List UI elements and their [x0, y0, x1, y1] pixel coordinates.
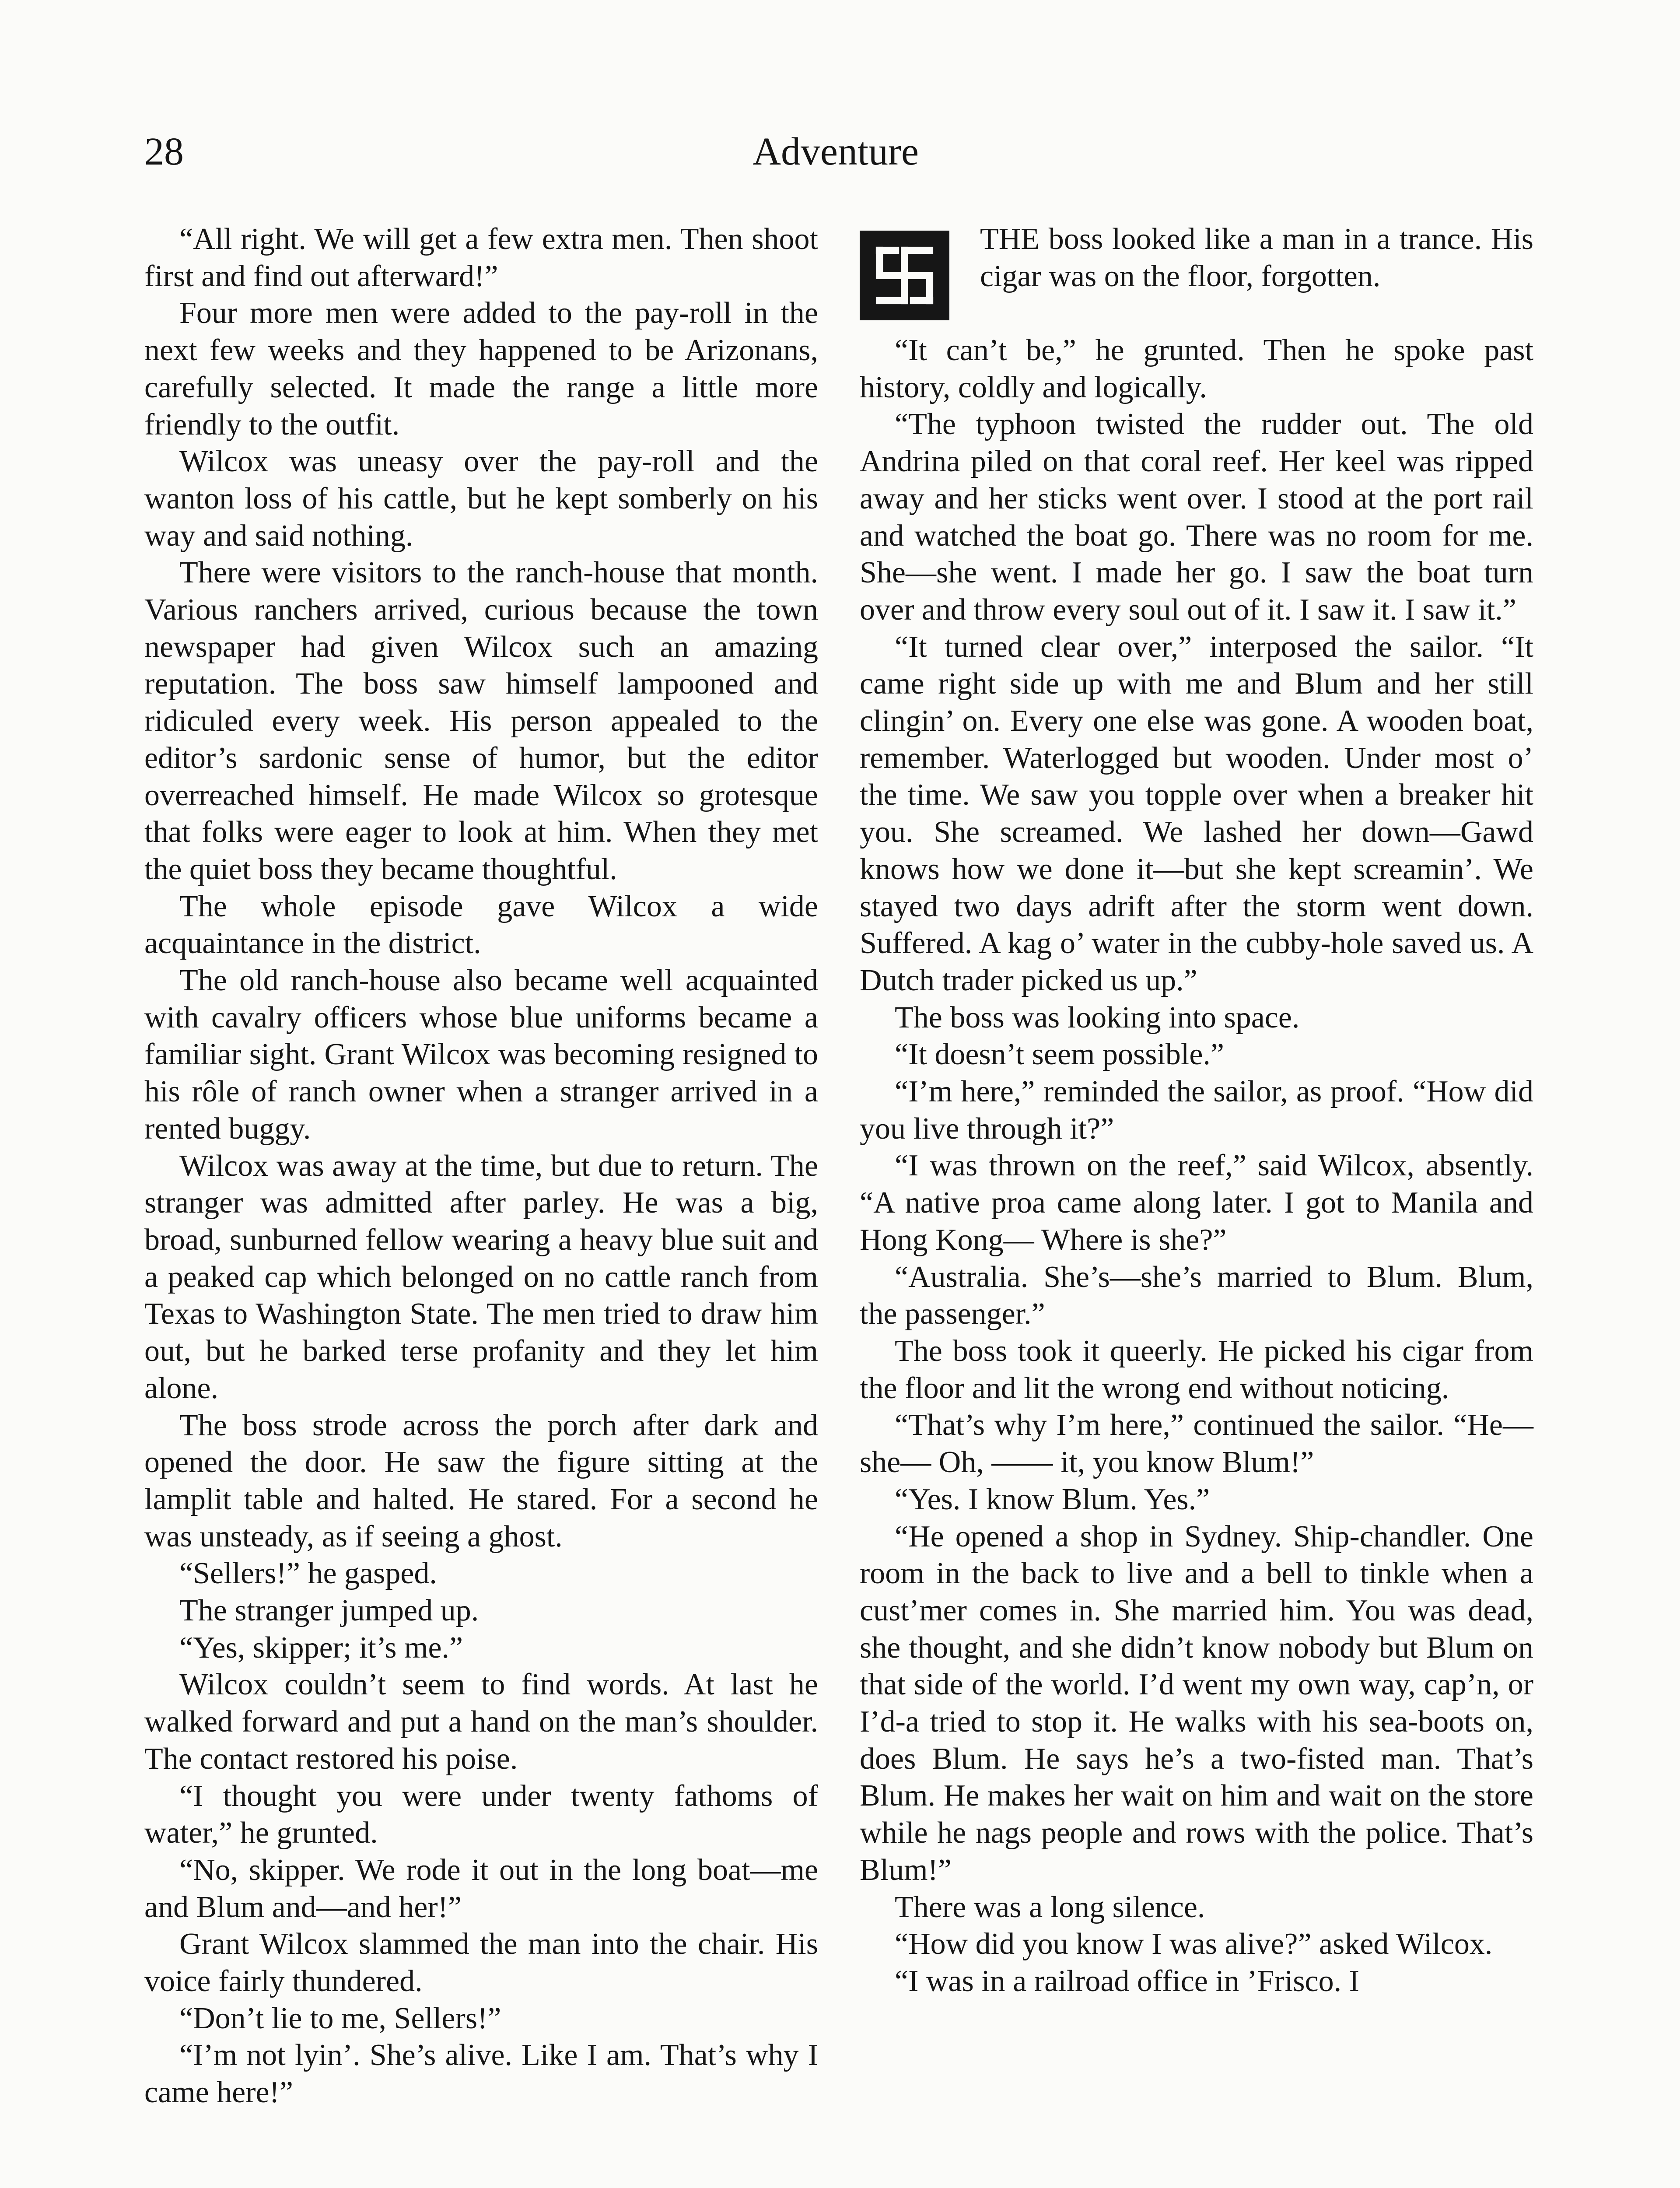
swastika-ornament-icon	[860, 231, 949, 320]
paragraph: Four more men were added to the pay-roll in the next few weeks and they happened to be Arizonans, carefully selected. It made the range a little more friendly to the outfit.	[144, 296, 818, 442]
paragraph: “All right. We will get a few extra men. Then shoot first and find out afterward!”	[144, 222, 818, 293]
page-header	[144, 123, 1527, 180]
right-column	[860, 221, 1533, 2000]
paragraph: “How did you know I was alive?” asked Wilcox.	[895, 1927, 1493, 1961]
paragraph: The whole episode gave Wilcox a wide acquaintance in the district.	[144, 889, 818, 961]
paragraph: Wilcox couldn’t seem to find words. At last he walked forward and put a hand on the man’s shoulder. The contact restored his poise.	[144, 1668, 818, 1776]
left-column	[144, 221, 818, 2111]
paragraph: “That’s why I’m here,” continued the sailor. “He—she— Oh, —— it, you know Blum!”	[860, 1408, 1533, 1480]
paragraph: “Yes, skipper; it’s me.”	[179, 1630, 463, 1665]
page-number: 28	[144, 130, 184, 173]
paragraph: “It doesn’t seem possible.”	[895, 1038, 1224, 1072]
paragraph: “I was in a railroad office in ’Frisco. I	[895, 1964, 1359, 1998]
paragraph: “I’m not lyin’. She’s alive. Like I am. That’s why I came here!”	[144, 2038, 818, 2110]
paragraph: “I’m here,” reminded the sailor, as proof. “How did you live through it?”	[860, 1075, 1533, 1146]
lead-paragraph: THE boss looked like a man in a trance. His cigar was on the floor, forgotten.	[980, 222, 1533, 293]
paragraph: “I was thrown on the reef,” said Wilcox, absently. “A native proa came along later. I got to Manila and Hong Kong— Where is she?”	[860, 1149, 1533, 1257]
paragraph: The boss took it queerly. He picked his cigar from the floor and lit the wrong end without noticing.	[860, 1334, 1533, 1405]
paragraph: “No, skipper. We rode it out in the long boat—me and Blum and—and her!”	[144, 1853, 818, 1924]
paragraph: The stranger jumped up.	[179, 1594, 479, 1628]
paragraph: “Sellers!” he gasped.	[179, 1557, 437, 1591]
paragraph: Wilcox was away at the time, but due to return. The stranger was admitted after parley. He was a big, broad, sunburned fellow wearing a heavy blue suit and a peaked cap which belonged on no cattle ranch from Texas to Washington State. The men tried to draw him out, but he barked terse profanity and they let him alone.	[144, 1149, 818, 1405]
paragraph: Wilcox was uneasy over the pay-roll and the wanton loss of his cattle, but he kept somberly on his way and said nothing.	[144, 445, 818, 553]
magazine-title: Adventure	[752, 130, 919, 173]
paragraph: “Don’t lie to me, Sellers!”	[179, 2001, 501, 2035]
paragraph: The boss was looking into space.	[895, 1000, 1300, 1034]
paragraph: There were visitors to the ranch-house that month. Various ranchers arrived, curious because the town newspaper had given Wilcox such an amazing reputation. The boss saw himself lampooned and ridiculed every week. His person appealed to the editor’s sardonic sense of humor, but the editor overreached himself. He made Wilcox so grotesque that folks were eager to look at him. When they met the quiet boss they became thoughtful.	[144, 556, 818, 886]
paragraph: There was a long silence.	[895, 1890, 1205, 1924]
paragraph: Grant Wilcox slammed the man into the chair. His voice fairly thundered.	[144, 1927, 818, 1999]
paragraph: “Australia. She’s—she’s married to Blum. Blum, the passenger.”	[860, 1260, 1533, 1331]
paragraph: “The typhoon twisted the rudder out. The old Andrina piled on that coral reef. Her keel was ripped away and her sticks went over. I stood at the port rail and watched the boat go. There was no room for me. She—she went. I made her go. I saw the boat turn over and throw every soul out of it. I saw it. I saw it.”	[860, 407, 1533, 627]
paragraph: The boss strode across the porch after dark and opened the door. He saw the figure sitting at the lamplit table and halted. He stared. For a second he was unsteady, as if seeing a ghost.	[144, 1408, 818, 1553]
paragraph: “Yes. I know Blum. Yes.”	[895, 1482, 1210, 1516]
paragraph: The old ranch-house also became well acquainted with cavalry officers whose blue uniforms became a familiar sight. Grant Wilcox was becoming resigned to his rôle of ranch owner when a stranger arrived in a rented buggy.	[144, 964, 818, 1146]
paragraph: “It turned clear over,” interposed the sailor. “It came right side up with me and Blum and her still clingin’ on. Every one else was gone. A wooden boat, remember. Waterlogged but wooden. Under most o’ the time. We saw you topple over when a breaker hit you. She screamed. We lashed her down—Gawd knows how we done it—but she kept screamin’. We stayed two days adrift after the storm went down. Suffered. A kag o’ water in the cubby-hole saved us. A Dutch trader picked us up.”	[860, 630, 1533, 997]
paragraph: “It can’t be,” he grunted. Then he spoke past history, coldly and logically.	[860, 333, 1533, 404]
paragraph: “I thought you were under twenty fathoms of water,” he grunted.	[144, 1779, 818, 1850]
paragraph: “He opened a shop in Sydney. Ship-chandler. One room in the back to live and a bell to tinkle when a cust’mer comes in. She married him. You was dead, she thought, and she didn’t know nobody but Blum on that side of the world. I’d went my own way, cap’n, or I’d-a tried to stop it. He walks with his sea-boots on, does Blum. He says he’s a two-fisted man. That’s Blum. He makes her wait on him and wait on the store while he nags people and rows with the police. That’s Blum!”	[860, 1519, 1533, 1887]
